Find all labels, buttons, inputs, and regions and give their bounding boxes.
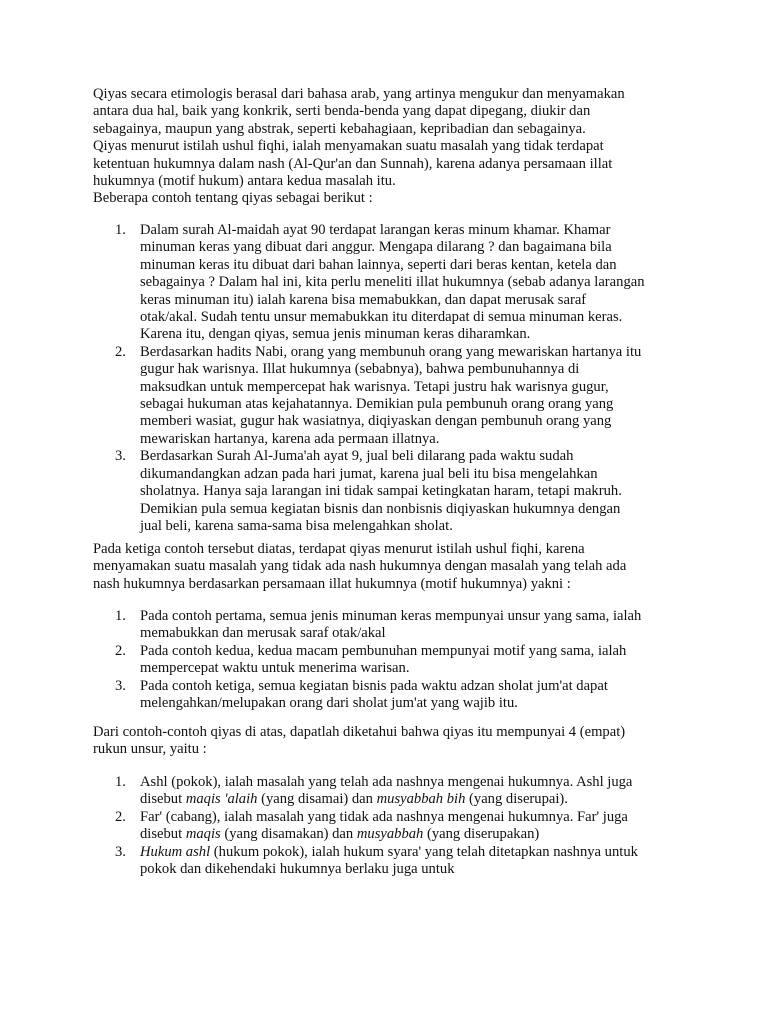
italic-term: musyabbah bih (376, 791, 466, 808)
italic-term: musyabbah (356, 826, 424, 843)
intro-paragraph (93, 86, 625, 208)
text-line: sholatnya. Hanya saja larangan ini tidak sampai ketingkatan haram, tetapi makruh. (140, 483, 622, 500)
text-line: pokok dan dikehendaki hukumnya berlaku juga untuk (140, 861, 455, 878)
text-line: Pada contoh pertama, semua jenis minuman keras mempunyai unsur yang sama, ialah (140, 608, 642, 624)
text-line: keras minuman itu) ialah karena bisa memabukkan, dan dapat merusak saraf (140, 291, 587, 308)
italic-term: maqis 'alaih (185, 791, 258, 808)
text-line: memberi wasiat, gugur hak wasiatnya, diqiyaskan dengan pembunuh orang yang (140, 413, 612, 430)
text-line: melengahkan/melupakan orang dari sholat jum'at yang wajib itu. (140, 695, 518, 712)
text-line: antara dua hal, baik yang konkrik, serti benda-benda yang dapat dipegang, diukir dan (93, 103, 591, 120)
text-line: Beberapa contoh tentang qiyas sebagai berikut : (93, 190, 373, 207)
text-line: Dari contoh-contoh qiyas di atas, dapatlah diketahui bahwa qiyas itu mempunyai 4 (empat) (93, 724, 626, 740)
italic-term: Hukum ashl (140, 843, 211, 860)
list-number: 3. (115, 448, 126, 465)
list-number: 2. (115, 642, 126, 659)
list-number: 1. (115, 608, 126, 624)
rukun-intro-paragraph (93, 724, 625, 759)
text-fragment: (yang disamakan) dan (220, 826, 357, 843)
list-item (93, 222, 645, 344)
list-item (93, 448, 645, 535)
list-number: 3. (115, 677, 126, 694)
text-fragment: disebut (140, 791, 186, 808)
list-number: 2. (115, 808, 126, 825)
text-line: Berdasarkan hadits Nabi, orang yang membunuh orang yang mewariskan hartanya itu (140, 343, 642, 360)
list-item (93, 774, 638, 809)
examples-list (93, 222, 645, 535)
text-line: sebagai hukuman atas kejahatannya. Demikian pula pembunuh orang orang yang (140, 396, 614, 413)
text-line: Ashl (pokok), ialah masalah yang telah ada nashnya mengenai hukumnya. Ashl juga (140, 774, 633, 790)
list-number: 1. (115, 774, 126, 790)
text-line: otak/akal. Sudah tentu unsur memabukkan itu diterdapat di semua minuman keras. (140, 309, 623, 326)
text-line: Pada contoh ketiga, semua kegiatan bisnis pada waktu adzan sholat jum'at dapat (140, 677, 608, 694)
text-fragment: (yang diserupakan) (423, 826, 540, 843)
list-item (93, 643, 641, 678)
list-item (93, 344, 645, 448)
text-line: Berdasarkan Surah Al-Juma'ah ayat 9, jual beli dilarang pada waktu sudah (140, 448, 574, 465)
text-line (140, 844, 638, 861)
text-fragment: disebut (140, 826, 186, 843)
text-line (140, 826, 638, 843)
text-line: rukun unsur, yaitu : (93, 741, 207, 758)
text-line: dikumandangkan adzan pada hari jumat, karena jual beli itu bisa mengelahkan (140, 465, 598, 482)
text-line: minuman keras yang dibuat dari anggur. Mengapa dilarang ? dan bagaimana bila (140, 239, 612, 256)
text-line: nash hukumnya berdasarkan persamaan illat hukumnya (motif hukumnya) yakni : (93, 575, 571, 592)
text-line: maksudkan untuk mempercepat hak warisnya. Tetapi justru hak warisnya gugur, (140, 378, 609, 395)
text-line: ketentuan hukumnya dalam nash (Al-Qur'an dan Sunnah), karena adanya persamaan illat (93, 155, 613, 172)
text-line: sebagainya ? Dalam hal ini, kita perlu meneliti illat hukumnya (sebab adanya larangan (140, 274, 645, 291)
list-number: 2. (115, 343, 126, 360)
text-line: minuman keras itu dibuat dari bahan lainnya, seperti dari beras kentan, ketela dan (140, 256, 617, 273)
text-line: mewariskan hartanya, karena ada permaan illatnya. (140, 430, 440, 447)
text-line: hukumnya (motif hukum) antara kedua masalah itu. (93, 173, 396, 190)
summary-paragraph (93, 541, 626, 593)
list-item (93, 678, 641, 713)
list-item (93, 809, 638, 844)
list-number: 3. (115, 843, 126, 860)
text-line: Dalam surah Al-maidah ayat 90 terdapat larangan keras minum khamar. Khamar (140, 222, 611, 238)
text-line: Qiyas menurut istilah ushul fiqhi, ialah menyamakan suatu masalah yang tidak terdapat (93, 138, 604, 155)
text-line: menyamakan suatu masalah yang tidak ada nash hukumnya dengan masalah yang telah ada (93, 558, 627, 575)
text-fragment: (hukum pokok), ialah hukum syara' yang telah ditetapkan nashnya untuk (210, 843, 638, 860)
text-line: Far' (cabang), ialah masalah yang tidak ada nashnya mengenai hukumnya. Far' juga (140, 808, 628, 825)
text-line: mempercepat waktu untuk menerima warisan. (140, 660, 410, 677)
text-fragment: (yang disamai) dan (257, 791, 377, 808)
points-list (93, 608, 641, 712)
text-fragment: (yang diserupai). (465, 791, 568, 808)
text-line: Pada contoh kedua, kedua macam pembunuhan mempunyai motif yang sama, ialah (140, 642, 627, 659)
text-line: gugur hak warisnya. Illat hukumnya (sebabnya), bahwa pembunuhannya di (140, 361, 580, 378)
list-item (93, 608, 641, 643)
text-line: Pada ketiga contoh tersebut diatas, terdapat qiyas menurut istilah ushul fiqhi, karena (93, 541, 585, 557)
text-line: sebagainya, maupun yang abstrak, seperti kebahagiaan, kepribadian dan sebagainya. (93, 120, 586, 137)
italic-term: maqis (185, 826, 221, 843)
list-number: 1. (115, 222, 126, 238)
list-item (93, 844, 638, 879)
text-line: Qiyas secara etimologis berasal dari bahasa arab, yang artinya mengukur dan menyamakan (93, 86, 625, 102)
text-line: memabukkan dan merusak saraf otak/akal (140, 625, 386, 642)
text-line: jual beli, karena sama-sama bisa melengahkan sholat. (140, 517, 453, 534)
text-line: Karena itu, dengan qiyas, semua jenis minuman keras diharamkan. (140, 326, 531, 343)
text-line (140, 791, 638, 808)
rukun-list (93, 774, 638, 878)
text-line: Demikian pula semua kegiatan bisnis dan nonbisnis diqiyaskan hukumnya dengan (140, 500, 621, 517)
